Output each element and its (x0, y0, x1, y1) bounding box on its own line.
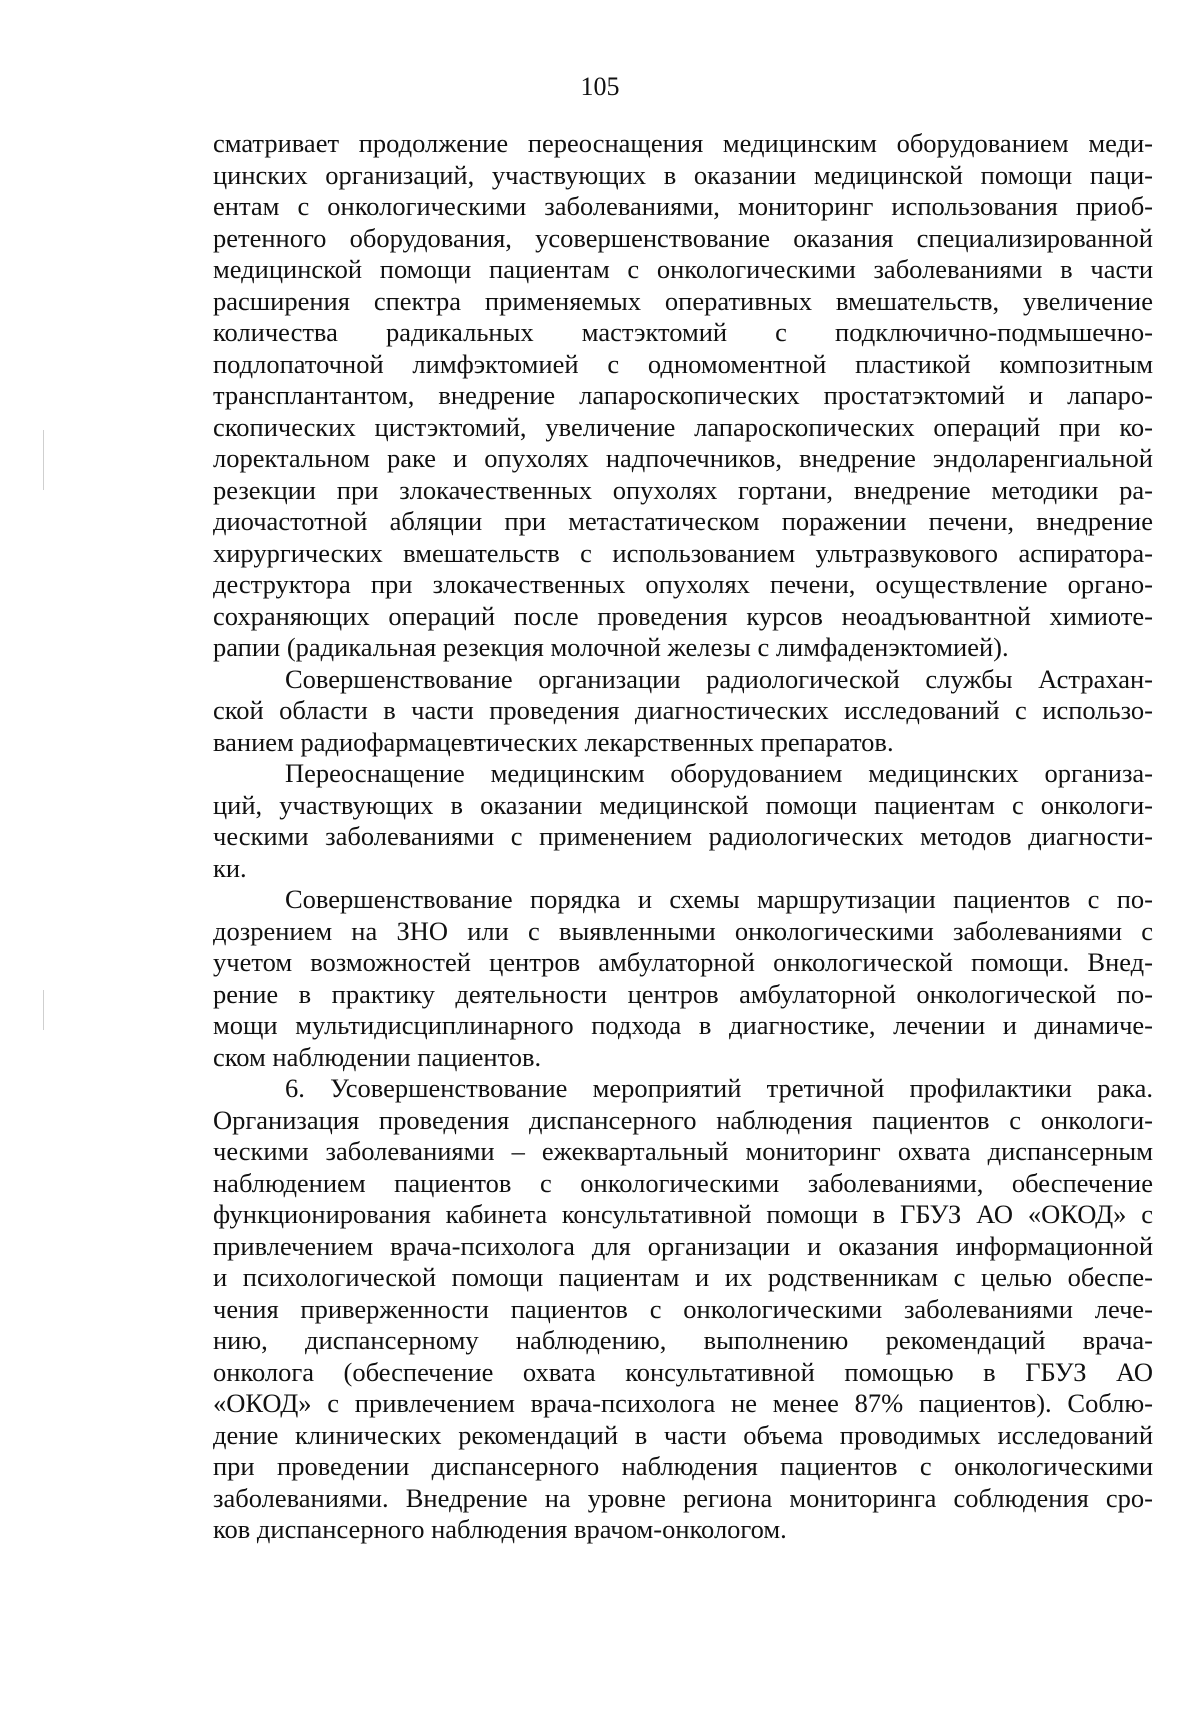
page-number: 105 (580, 72, 620, 101)
text-line: при проведении диспансерного наблюдения пациентов с онкологическими (213, 1451, 1153, 1481)
document-body (213, 128, 1153, 1546)
text-line: ков диспансерного наблюдения врачом-онкологом. (213, 1514, 787, 1544)
text-line: скопических цистэктомий, увеличение лапароскопических операций при ко- (213, 411, 1153, 442)
text-line: заболеваниями. Внедрение на уровне региона мониторинга соблюдения сро- (213, 1482, 1153, 1513)
text-line: нию, диспансерному наблюдению, выполнению рекомендаций врача- (213, 1325, 1153, 1355)
text-line: ской области в части проведения диагностических исследований с использо- (213, 695, 1153, 725)
text-line: ретенного оборудования, усовершенствование оказания специализированной (213, 222, 1153, 253)
text-line: ки. (213, 852, 247, 883)
text-line: Переоснащение медицинским оборудованием медицинских организа- (285, 758, 1153, 788)
text-line: подлопаточной лимфэктомией с одномоментной пластикой композитным (213, 348, 1153, 379)
text-line: 6. Усовершенствование мероприятий третичной профилактики рака. (285, 1073, 1153, 1103)
text-line: ческими заболеваниями с применением радиологических методов диагности- (213, 821, 1153, 851)
text-line: учетом возможностей центров амбулаторной онкологической помощи. Внед- (213, 947, 1153, 977)
paragraph (213, 884, 1153, 1073)
text-line: цинских организаций, участвующих в оказании медицинской помощи паци- (213, 159, 1153, 190)
text-line: функционирования кабинета консультативной помощи в ГБУЗ АО «ОКОД» с (213, 1199, 1153, 1229)
text-line: деструктора при злокачественных опухолях печени, осуществление органо- (213, 569, 1153, 599)
paragraph (213, 128, 1153, 664)
scan-edge-mark (43, 430, 44, 490)
text-line: хирургических вмешательств с использованием ультразвукового аспиратора- (213, 537, 1153, 568)
text-line: сохраняющих операций после проведения курсов неоадъювантной химиоте- (213, 600, 1153, 631)
scan-edge-mark (43, 990, 44, 1030)
text-line: и психологической помощи пациентам и их родственникам с целью обеспе- (213, 1262, 1153, 1292)
text-line: привлечением врача-психолога для организации и оказания информационной (213, 1230, 1153, 1261)
text-line: наблюдением пациентов с онкологическими заболеваниями, обеспечение (213, 1167, 1153, 1198)
text-line: дение клинических рекомендаций в части объема проводимых исследований (213, 1419, 1153, 1450)
text-line: ческими заболеваниями – ежеквартальный мониторинг охвата диспансерным (213, 1136, 1153, 1166)
text-line: резекции при злокачественных опухолях гортани, внедрение методики ра- (213, 474, 1153, 505)
text-line: лоректальном раке и опухолях надпочечников, внедрение эндоларенгиальной (213, 443, 1153, 473)
text-line: ванием радиофармацевтических лекарственных препаратов. (213, 726, 894, 757)
text-line: ском наблюдении пациентов. (213, 1041, 542, 1072)
text-line: сматривает продолжение переоснащения медицинским оборудованием меди- (213, 128, 1153, 158)
text-line: расширения спектра применяемых оперативных вмешательств, увеличение (213, 285, 1153, 316)
text-line: «ОКОД» с привлечением врача-психолога не менее 87% пациентов). Соблю- (213, 1388, 1153, 1418)
text-line: Совершенствование порядка и схемы маршрутизации пациентов с по- (285, 884, 1153, 914)
text-line: Совершенствование организации радиологической службы Астрахан- (285, 663, 1153, 694)
paragraph (213, 1073, 1153, 1546)
text-line: чения приверженности пациентов с онкологическими заболеваниями лече- (213, 1293, 1153, 1324)
text-line: ентам с онкологическими заболеваниями, мониторинг использования приоб- (213, 191, 1153, 221)
text-line: дозрением на ЗНО или с выявленными онкологическими заболеваниями с (213, 915, 1153, 946)
text-line: рапии (радикальная резекция молочной железы с лимфаденэктомией). (213, 632, 1009, 662)
text-line: трансплантантом, внедрение лапароскопических простатэктомий и лапаро- (213, 380, 1153, 410)
text-line: мощи мультидисциплинарного подхода в диагностике, лечении и динамиче- (213, 1010, 1153, 1040)
paragraph (213, 664, 1153, 759)
paragraph (213, 758, 1153, 884)
text-line: онколога (обеспечение охвата консультативной помощью в ГБУЗ АО (213, 1356, 1153, 1387)
text-line: ций, участвующих в оказании медицинской помощи пациентам с онкологи- (213, 789, 1153, 820)
text-line: диочастотной абляции при метастатическом поражении печени, внедрение (213, 506, 1153, 536)
text-line: медицинской помощи пациентам с онкологическими заболеваниями в части (213, 254, 1153, 284)
text-line: Организация проведения диспансерного наблюдения пациентов с онкологи- (213, 1104, 1153, 1135)
text-line: количества радикальных мастэктомий с подключично-подмышечно- (213, 317, 1153, 347)
text-line: рение в практику деятельности центров амбулаторной онкологической по- (213, 978, 1153, 1009)
